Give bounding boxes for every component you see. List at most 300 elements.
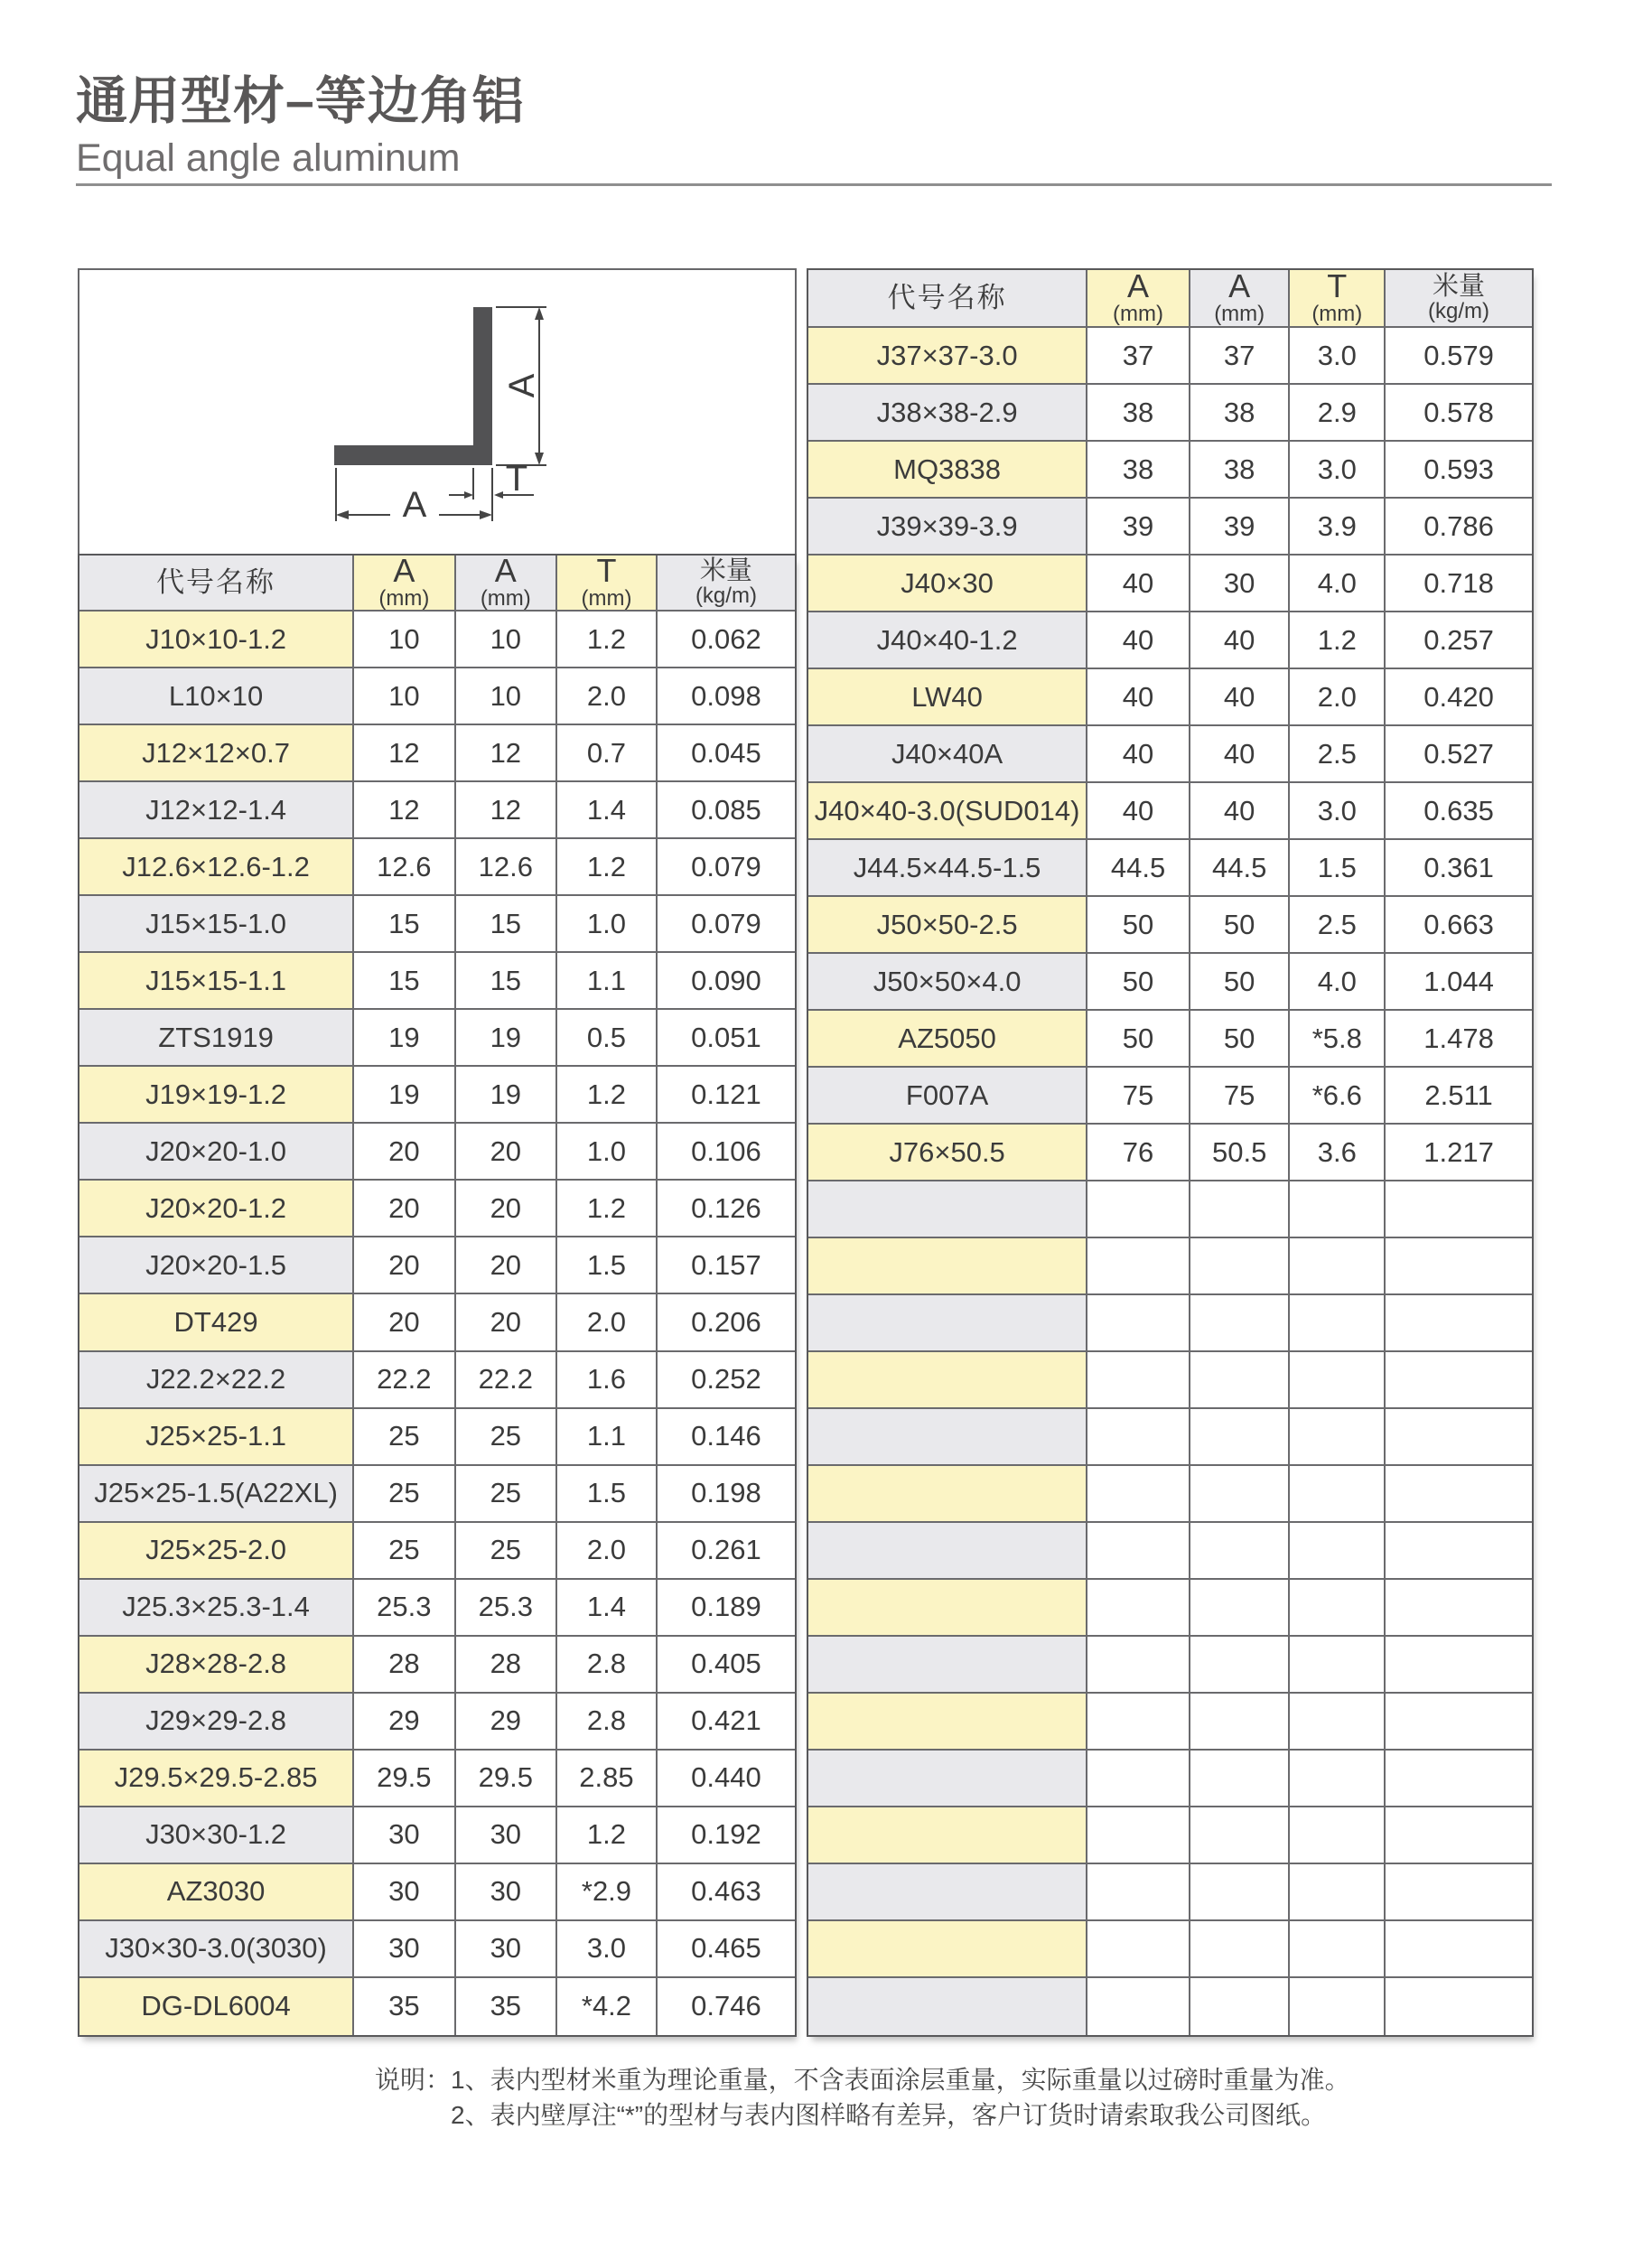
table-cell: 50 [1087,954,1190,1011]
column-header [1087,270,1190,328]
table-cell [1386,1864,1532,1921]
table-cell [1087,1466,1190,1523]
table-cell: 0.463 [658,1864,795,1921]
table-cell: 15 [456,953,557,1010]
row-label-cell: J38×38-2.9 [808,385,1087,442]
table-cell: 19 [456,1067,557,1124]
table-cell: 3.0 [1290,783,1386,840]
table-cell [1190,1238,1291,1295]
table-cell: 1.0 [557,1124,658,1181]
table-cell: 2.8 [557,1694,658,1751]
table-cell: 15 [354,953,455,1010]
row-label-cell: LW40 [808,669,1087,726]
table-cell: 50 [1190,1011,1291,1068]
angle-profile-diagram [78,268,797,554]
table-cell [1087,1523,1190,1580]
l-profile-shape [334,307,492,465]
row-label-cell: J40×40A [808,726,1087,783]
table-cell: 44.5 [1190,840,1291,897]
table-cell: 20 [354,1124,455,1181]
table-cell: 0.198 [658,1466,795,1523]
table-cell: 50 [1190,954,1291,1011]
table-cell: 40 [1190,669,1291,726]
row-label-cell [808,1921,1087,1978]
table-cell [1087,1352,1190,1409]
table-cell: 1.2 [1290,612,1386,669]
table-cell: 50 [1190,897,1291,954]
table-cell: 30 [1190,556,1291,612]
table-cell [1190,1751,1291,1807]
table-cell: 25 [354,1523,455,1580]
column-header-label: 米量 [1433,271,1486,301]
footnotes [375,2062,1350,2133]
table-cell: 40 [1087,556,1190,612]
table-cell [1290,1523,1386,1580]
row-label-cell [808,1807,1087,1864]
table-cell [1386,1295,1532,1352]
column-header [1386,270,1532,328]
table-cell: 0.579 [1386,328,1532,385]
table-cell [1087,1694,1190,1751]
table-cell: 37 [1087,328,1190,385]
table-cell [1290,1694,1386,1751]
table-cell: 22.2 [456,1352,557,1409]
table-cell: 30 [456,1921,557,1978]
table-cell [1190,1295,1291,1352]
table-cell: 1.0 [557,896,658,953]
table-cell: 1.2 [557,1067,658,1124]
table-cell [1290,1978,1386,2035]
table-cell: 1.2 [557,1181,658,1237]
column-header-label: A [494,556,517,590]
table-cell: *6.6 [1290,1068,1386,1125]
table-cell: 1.4 [557,782,658,839]
table-cell: 15 [456,896,557,953]
table-cell: 0.578 [1386,385,1532,442]
table-cell [1386,1580,1532,1637]
table-cell: 19 [456,1010,557,1067]
table-cell: 75 [1087,1068,1190,1125]
row-label-cell [808,1978,1087,2035]
table-cell [1386,1238,1532,1295]
table-cell [1087,1238,1190,1295]
column-header [1290,270,1386,328]
table-cell [1087,1409,1190,1466]
table-cell: 0.206 [658,1294,795,1351]
table-cell [1386,1694,1532,1751]
row-label-cell: J30×30-3.0(3030) [79,1921,354,1978]
title-divider [76,183,1552,186]
row-label-cell: J29.5×29.5-2.85 [79,1751,354,1807]
row-label-cell: J20×20-1.0 [79,1124,354,1181]
table-cell: 4.0 [1290,556,1386,612]
table-cell: 50 [1087,1011,1190,1068]
table-cell: 2.511 [1386,1068,1532,1125]
page-title: 通用型材–等边角铝 [76,72,525,130]
table-cell: 1.4 [557,1580,658,1637]
table-cell [1190,1864,1291,1921]
table-cell: 1.5 [557,1237,658,1294]
row-label-cell: J30×30-1.2 [79,1807,354,1864]
table-cell [1386,1807,1532,1864]
table-cell: 40 [1087,612,1190,669]
row-label-cell: J25.3×25.3-1.4 [79,1580,354,1637]
table-cell: 25 [456,1409,557,1466]
table-cell: 1.5 [557,1466,658,1523]
table-cell: 0.192 [658,1807,795,1864]
table-cell: 4.0 [1290,954,1386,1011]
table-cell: 0.079 [658,839,795,896]
column-header: 代号名称 [808,270,1087,328]
table-cell: 10 [456,668,557,725]
table-cell [1087,1751,1190,1807]
table-cell: 0.593 [1386,442,1532,499]
table-cell [1087,1580,1190,1637]
table-cell: 10 [354,612,455,668]
table-cell [1386,1978,1532,2035]
table-cell: 3.9 [1290,499,1386,556]
row-label-cell [808,1409,1087,1466]
table-cell [1190,1694,1291,1751]
dim-label-t: T [505,459,528,499]
table-cell [1290,1580,1386,1637]
table-cell [1386,1637,1532,1694]
spec-table-right [807,268,1534,2037]
table-cell: 40 [1190,612,1291,669]
table-cell [1190,1523,1291,1580]
table-cell: 0.090 [658,953,795,1010]
table-cell: 12.6 [354,839,455,896]
table-cell: 2.0 [557,1523,658,1580]
table-cell [1290,1409,1386,1466]
column-header [354,556,455,612]
table-cell: 1.6 [557,1352,658,1409]
row-label-cell [808,1751,1087,1807]
row-label-cell: J25×25-1.1 [79,1409,354,1466]
table-cell: 30 [456,1864,557,1921]
table-cell: 1.1 [557,1409,658,1466]
table-cell: 0.718 [1386,556,1532,612]
footnote-prefix: 说明： [375,2066,452,2094]
table-cell: 50.5 [1190,1125,1291,1181]
row-label-cell [808,1637,1087,1694]
table-cell: 0.126 [658,1181,795,1237]
angle-profile-drawing [79,270,795,554]
table-cell [1386,1352,1532,1409]
table-cell: 20 [456,1237,557,1294]
table-cell [1290,1637,1386,1694]
table-cell [1190,1181,1291,1238]
column-header [658,556,795,612]
column-header-label: A [393,556,415,590]
row-label-cell [808,1466,1087,1523]
table-cell [1190,1466,1291,1523]
row-label-cell: J40×40-3.0(SUD014) [808,783,1087,840]
row-label-cell: AZ5050 [808,1011,1087,1068]
table-cell [1087,1921,1190,1978]
table-cell: 39 [1190,499,1291,556]
table-cell: 40 [1190,726,1291,783]
table-cell [1087,1807,1190,1864]
table-cell: 0.157 [658,1237,795,1294]
column-header-label: T [596,556,617,590]
row-label-cell: J15×15-1.1 [79,953,354,1010]
table-cell: 0.257 [1386,612,1532,669]
page-subtitle: Equal angle aluminum [76,136,461,180]
table-cell: 12.6 [456,839,557,896]
table-cell [1290,1864,1386,1921]
table-cell: 0.421 [658,1694,795,1751]
column-header [456,556,557,612]
table-cell [1290,1466,1386,1523]
table-cell: 2.0 [1290,669,1386,726]
table-cell: 0.106 [658,1124,795,1181]
table-cell: 10 [456,612,557,668]
table-cell: 76 [1087,1125,1190,1181]
table-cell: 25.3 [456,1580,557,1637]
table-cell: 12 [354,725,455,782]
table-cell: 25 [354,1466,455,1523]
table-cell: 15 [354,896,455,953]
row-label-cell: J25×25-1.5(A22XL) [79,1466,354,1523]
column-header-unit: (mm) [581,586,632,612]
footnote-text: 1、表内型材米重为理论重量，不含表面涂层重量，实际重量以过磅时重量为准。 [451,2066,1350,2094]
table-cell [1290,1352,1386,1409]
table-cell [1386,1751,1532,1807]
table-cell: 0.146 [658,1409,795,1466]
row-label-cell: J12×12-1.4 [79,782,354,839]
table-cell: 2.9 [1290,385,1386,442]
table-cell: 1.2 [557,1807,658,1864]
table-cell: 2.85 [557,1751,658,1807]
row-label-cell [808,1523,1087,1580]
table-cell [1190,1921,1291,1978]
table-cell: 0.189 [658,1580,795,1637]
column-header-unit: (kg/m) [1428,298,1490,323]
table-cell: 35 [354,1978,455,2035]
column-header-label: T [1327,270,1348,305]
table-cell: 40 [1087,669,1190,726]
row-label-cell: J29×29-2.8 [79,1694,354,1751]
row-label-cell: J37×37-3.0 [808,328,1087,385]
table-cell: 50 [1087,897,1190,954]
table-cell: 19 [354,1067,455,1124]
table-cell: 30 [354,1807,455,1864]
column-header-label: A [1127,270,1150,305]
table-cell: 37 [1190,328,1291,385]
row-label-cell: F007A [808,1068,1087,1125]
table-cell: 29 [456,1694,557,1751]
row-label-cell: MQ3838 [808,442,1087,499]
row-label-cell: J19×19-1.2 [79,1067,354,1124]
column-header-unit: (mm) [378,586,430,612]
row-label-cell: J28×28-2.8 [79,1637,354,1694]
table-cell: 20 [354,1294,455,1351]
table-cell: 0.261 [658,1523,795,1580]
row-label-cell: J76×50.5 [808,1125,1087,1181]
table-cell: 1.5 [1290,840,1386,897]
table-cell: 25 [456,1466,557,1523]
dim-label-a-horizontal: A [402,485,427,525]
table-cell: *2.9 [557,1864,658,1921]
table-cell: 19 [354,1010,455,1067]
table-cell [1290,1181,1386,1238]
table-cell: 2.8 [557,1637,658,1694]
table-cell [1290,1751,1386,1807]
row-label-cell: J25×25-2.0 [79,1523,354,1580]
row-label-cell: J12.6×12.6-1.2 [79,839,354,896]
row-label-cell: DT429 [79,1294,354,1351]
dim-label-a-vertical: A [502,373,542,398]
table-cell: 2.5 [1290,726,1386,783]
table-cell: 3.0 [557,1921,658,1978]
table-cell: 25 [456,1523,557,1580]
table-cell: 10 [354,668,455,725]
row-label-cell: J39×39-3.9 [808,499,1087,556]
column-header-unit: (kg/m) [695,583,757,608]
column-header [1190,270,1291,328]
table-cell: 1.2 [557,612,658,668]
table-cell [1190,1352,1291,1409]
table-cell: 0.085 [658,782,795,839]
table-cell: 0.045 [658,725,795,782]
row-label-cell [808,1864,1087,1921]
table-cell: 1.217 [1386,1125,1532,1181]
table-cell: 0.252 [658,1352,795,1409]
table-cell: 29.5 [456,1751,557,1807]
column-header [557,556,658,612]
row-label-cell: AZ3030 [79,1864,354,1921]
column-header: 代号名称 [79,556,354,612]
row-label-cell: J40×40-1.2 [808,612,1087,669]
table-cell: 0.361 [1386,840,1532,897]
table-cell: 0.420 [1386,669,1532,726]
table-cell: 0.440 [658,1751,795,1807]
table-cell: 30 [354,1921,455,1978]
column-header-label: 米量 [699,556,752,585]
table-cell: 29.5 [354,1751,455,1807]
table-cell: 20 [456,1181,557,1237]
table-cell: 30 [456,1807,557,1864]
table-cell: 2.0 [557,1294,658,1351]
table-cell: 29 [354,1694,455,1751]
table-cell [1190,1807,1291,1864]
table-cell: 12 [456,782,557,839]
table-cell: 3.0 [1290,442,1386,499]
row-label-cell: J10×10-1.2 [79,612,354,668]
table-cell: *5.8 [1290,1011,1386,1068]
row-label-cell: J44.5×44.5-1.5 [808,840,1087,897]
table-cell: 38 [1190,385,1291,442]
table-cell: 0.527 [1386,726,1532,783]
table-cell: 0.786 [1386,499,1532,556]
table-cell [1290,1921,1386,1978]
table-cell: 0.405 [658,1637,795,1694]
table-cell: 0.746 [658,1978,795,2035]
table-cell [1087,1637,1190,1694]
table-cell: 0.5 [557,1010,658,1067]
table-cell: 40 [1087,726,1190,783]
row-label-cell: J20×20-1.5 [79,1237,354,1294]
table-cell: 0.7 [557,725,658,782]
row-label-cell: J50×50-2.5 [808,897,1087,954]
table-cell [1087,1295,1190,1352]
table-cell: 0.098 [658,668,795,725]
table-cell: 40 [1190,783,1291,840]
row-label-cell: J15×15-1.0 [79,896,354,953]
table-cell: 25 [354,1409,455,1466]
table-cell: 3.0 [1290,328,1386,385]
table-cell: 3.6 [1290,1125,1386,1181]
table-cell: 30 [354,1864,455,1921]
table-cell [1290,1807,1386,1864]
table-cell: 38 [1190,442,1291,499]
table-cell [1190,1978,1291,2035]
row-label-cell: J50×50×4.0 [808,954,1087,1011]
row-label-cell: J40×30 [808,556,1087,612]
row-label-cell [808,1181,1087,1238]
row-label-cell [808,1694,1087,1751]
row-label-cell [808,1295,1087,1352]
table-cell: 1.478 [1386,1011,1532,1068]
table-cell [1087,1864,1190,1921]
table-cell [1190,1580,1291,1637]
table-cell [1290,1295,1386,1352]
table-cell [1386,1523,1532,1580]
table-cell [1190,1637,1291,1694]
row-label-cell: J22.2×22.2 [79,1352,354,1409]
table-cell: 0.465 [658,1921,795,1978]
row-label-cell: J20×20-1.2 [79,1181,354,1237]
table-cell: 1.2 [557,839,658,896]
table-cell [1386,1921,1532,1978]
row-label-cell: L10×10 [79,668,354,725]
table-cell: 2.5 [1290,897,1386,954]
table-cell: 20 [354,1237,455,1294]
table-cell: *4.2 [557,1978,658,2035]
spec-table-left [78,554,797,2037]
table-cell: 2.0 [557,668,658,725]
column-header-label: A [1228,270,1251,305]
table-cell [1290,1238,1386,1295]
table-cell: 1.044 [1386,954,1532,1011]
table-cell: 12 [456,725,557,782]
row-label-cell: ZTS1919 [79,1010,354,1067]
table-cell: 38 [1087,442,1190,499]
table-cell [1386,1181,1532,1238]
table-cell: 75 [1190,1068,1291,1125]
table-cell: 28 [354,1637,455,1694]
table-cell [1087,1181,1190,1238]
table-cell: 22.2 [354,1352,455,1409]
row-label-cell [808,1238,1087,1295]
table-cell: 20 [456,1124,557,1181]
row-label-cell: DG-DL6004 [79,1978,354,2035]
table-cell: 20 [456,1294,557,1351]
column-header-unit: (mm) [1214,302,1265,327]
table-cell: 0.051 [658,1010,795,1067]
row-label-cell [808,1580,1087,1637]
table-cell [1386,1409,1532,1466]
table-cell: 0.635 [1386,783,1532,840]
column-header-unit: (mm) [1113,302,1164,327]
table-cell: 0.121 [658,1067,795,1124]
column-header-unit: (mm) [480,586,531,612]
table-cell: 1.1 [557,953,658,1010]
table-cell: 40 [1087,783,1190,840]
table-cell [1386,1466,1532,1523]
table-cell: 0.663 [1386,897,1532,954]
